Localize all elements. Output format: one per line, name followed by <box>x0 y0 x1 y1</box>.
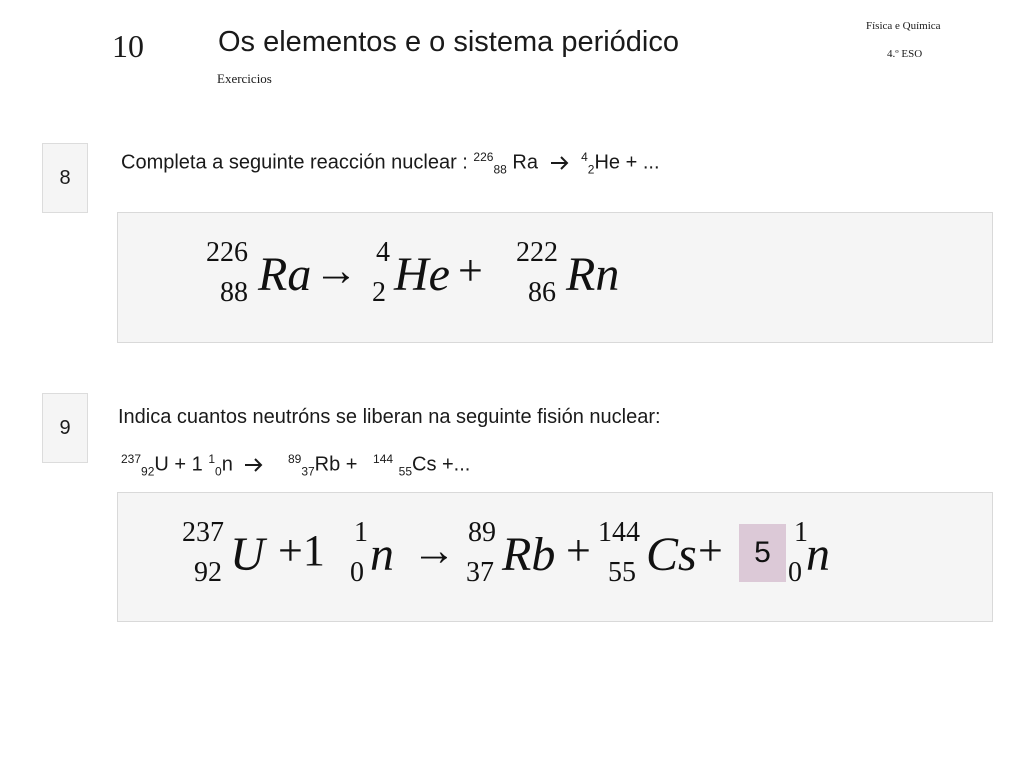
ra-z-inline: 88 <box>493 162 507 177</box>
page-title: Os elementos e o sistema periódico <box>218 26 679 58</box>
cs-mass-inline: 144 <box>373 452 394 466</box>
question-9-equation <box>121 452 470 479</box>
n-z-inline: 0 <box>215 464 222 479</box>
u-mass-inline: 237 <box>121 452 142 466</box>
he-symbol-inline: He <box>594 151 621 174</box>
nuclide-atomic-number: 88 <box>220 277 248 308</box>
rb-mass-inline: 89 <box>287 452 302 466</box>
nuclide-symbol: Ra <box>258 248 312 301</box>
cs-symbol-inline: Cs +... <box>412 453 471 476</box>
reaction-arrow: → <box>314 246 358 295</box>
nuclide-mass: 4 <box>376 237 390 268</box>
nuclide-atomic-number: 92 <box>194 557 222 588</box>
plus-sign: + <box>698 526 723 575</box>
nuclide-symbol: n <box>806 528 830 581</box>
nuclide-symbol: He <box>394 248 450 301</box>
nuclide-mass: 237 <box>182 517 224 548</box>
nuclide-atomic-number: 0 <box>788 557 802 588</box>
arrow-right-icon <box>550 155 570 171</box>
ra-symbol-inline: Ra <box>512 151 538 174</box>
section-subtitle: Exercicios <box>217 71 272 86</box>
nuclide-atomic-number: 86 <box>528 277 556 308</box>
plus-sign: + <box>566 526 591 575</box>
nuclide-atomic-number: 2 <box>372 277 386 308</box>
arrow-right-icon <box>244 457 264 473</box>
question-8-tail: + ... <box>620 151 660 174</box>
nuclide-mass: 89 <box>468 517 496 548</box>
nuclide-mass: 226 <box>206 237 248 268</box>
plus-one-coefficient: +1 <box>278 526 325 575</box>
n-mass-inline: 1 <box>208 452 216 466</box>
he-mass-inline: 4 <box>581 150 588 164</box>
nuclide-symbol: n <box>370 528 394 581</box>
rb-symbol-inline: Rb + <box>314 453 358 476</box>
plus-sign: + <box>458 246 483 295</box>
question-number-8: 8 <box>42 143 88 213</box>
rb-z-inline: 37 <box>301 464 315 479</box>
plus-one-inline: + 1 <box>168 453 209 476</box>
question-9-prompt: Indica cuantos neutróns se liberan na seguinte fisión nuclear: <box>118 406 661 428</box>
neutron-count-answer: 5 <box>739 524 786 582</box>
chapter-number: 10 <box>112 28 144 64</box>
reaction-arrow: → <box>412 526 456 575</box>
subject-label: Física e Química <box>866 20 941 32</box>
n-symbol-inline: n <box>221 453 233 476</box>
u-z-inline: 92 <box>141 464 155 479</box>
ra-mass-inline: 226 <box>473 150 494 164</box>
answer-box-8 <box>117 212 993 343</box>
course-level-label: 4.º ESO <box>887 48 923 60</box>
nuclide-symbol: Rn <box>566 248 620 301</box>
nuclide-mass: 1 <box>794 517 808 548</box>
question-number-9: 9 <box>42 393 88 463</box>
nuclide-mass: 222 <box>516 237 558 268</box>
nuclide-symbol: Cs <box>646 528 697 581</box>
nuclide-symbol: U <box>230 528 265 581</box>
nuclide-atomic-number: 55 <box>608 557 636 588</box>
answer-box-9 <box>117 492 993 622</box>
nuclide-mass: 1 <box>354 517 368 548</box>
question-8-prompt <box>121 150 660 177</box>
nuclide-symbol: Rb <box>502 528 556 581</box>
question-8-text: Completa a seguinte reacción nuclear : <box>121 151 474 174</box>
u-symbol-inline: U <box>154 453 169 476</box>
nuclide-mass: 144 <box>598 517 640 548</box>
he-z-inline: 2 <box>587 162 595 177</box>
cs-z-inline: 55 <box>398 464 412 479</box>
nuclide-atomic-number: 0 <box>350 557 364 588</box>
nuclide-atomic-number: 37 <box>466 557 494 588</box>
